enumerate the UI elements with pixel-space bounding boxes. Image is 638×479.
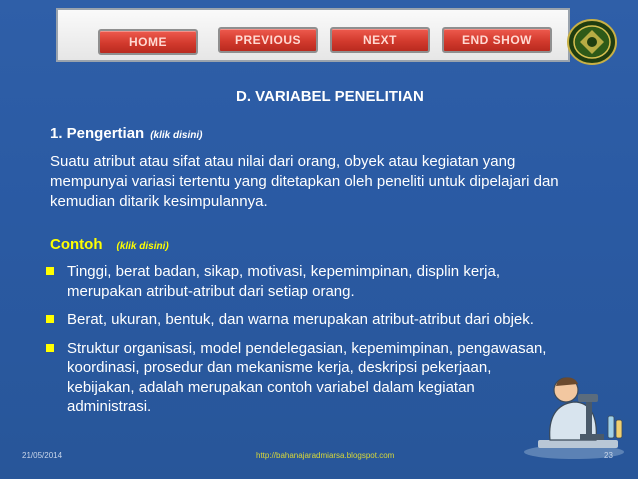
next-button[interactable]: NEXT <box>330 27 430 53</box>
bullet-icon <box>46 344 54 352</box>
footer-url[interactable]: http://bahanajaradmiarsa.blogspot.com <box>256 451 395 460</box>
list-item <box>46 310 556 330</box>
home-button[interactable]: HOME <box>98 29 198 55</box>
definition-text: Suatu atribut atau sifat atau nilai dari orang, obyek atau kegiatan yang mempunyai variasi tertentu yang ditetapkan oleh peneliti untuk dipelajari dan kemudian ditarik kesimpulannya. <box>50 153 559 210</box>
subheading-text: 1. Pengertian <box>50 125 145 142</box>
definition-link[interactable]: (klik disini) <box>150 130 203 141</box>
footer-date: 21/05/2014 <box>22 451 63 460</box>
list-item <box>46 339 556 417</box>
emblem-logo <box>566 18 618 66</box>
list-item <box>46 262 556 301</box>
navigation-bar <box>56 8 570 62</box>
previous-button[interactable]: PREVIOUS <box>218 27 318 53</box>
example-heading <box>50 236 169 253</box>
slide-heading: D. VARIABEL PENELITIAN <box>236 88 424 105</box>
definition-subheading <box>50 125 202 142</box>
list-item-text: Struktur organisasi, model pendelegasian, kepemimpinan, pengawasan, koordinasi, prosedur dan mekanisme kerja, deskripsi pekerjaan, kebijakan, adalah merupakan contoh variabel dalam kegiatan administrasi. <box>67 339 547 415</box>
example-label: Contoh <box>50 236 103 253</box>
list-item-text: Tinggi, berat badan, sikap, motivasi, kepemimpinan, displin kerja, merupakan atribut-atribut dari setiap orang. <box>67 263 500 300</box>
example-list <box>46 262 556 426</box>
scientist-microscope-icon <box>520 360 628 460</box>
bullet-icon <box>46 315 54 323</box>
example-link[interactable]: (klik disini) <box>116 241 169 252</box>
list-item-text: Berat, ukuran, bentuk, dan warna merupakan atribut-atribut dari objek. <box>67 311 534 328</box>
end-show-button[interactable]: END SHOW <box>442 27 552 53</box>
page-number: 23 <box>604 451 613 460</box>
bullet-icon <box>46 267 54 275</box>
